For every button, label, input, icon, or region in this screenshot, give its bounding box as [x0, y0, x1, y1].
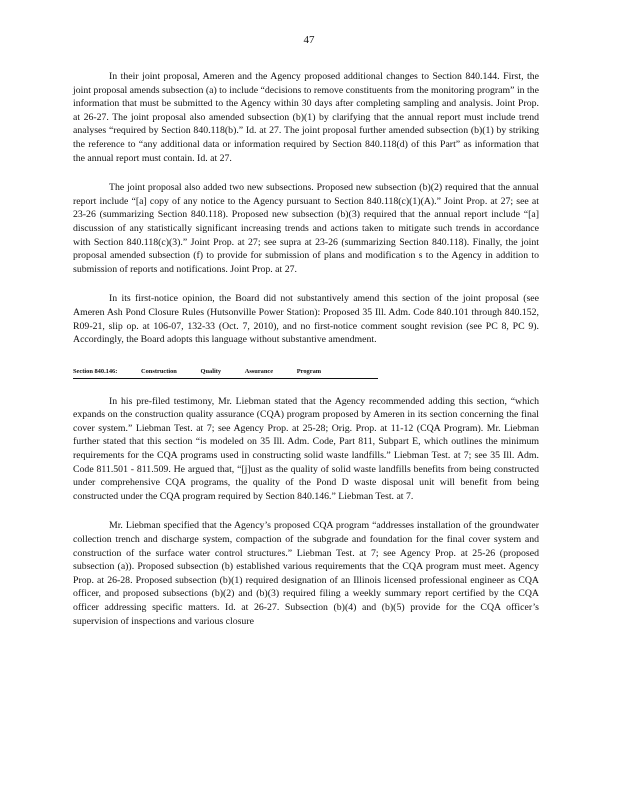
- section-number: Section 840.146:: [73, 367, 118, 375]
- paragraph: In its first-notice opinion, the Board did not substantively amend this section of the joint proposal (see Ameren Ash Pond Closure Rules (Hutsonville Power Station): Proposed 35 Ill. Adm. Code 840.101 through 840.152, R09-21, slip op. at 106-07, 132-33 (Oct. 7, 2010), and no first-notice comment sought revision (see PC 8, PC 9). Accordingly, the Board adopts this language without substantive amendment.: [73, 293, 539, 346]
- paragraph: In his pre-filed testimony, Mr. Liebman stated that the Agency recommended adding this section, “which expands on the construction quality assurance (CQA) program proposed by Ameren in its section concerning the final cover system.” Liebman Test. at 7; see Agency Prop. at 25-28; Orig. Prop. at 11-12 (CQA Program). Mr. Liebman further stated that this section “is modeled on 35 Ill. Adm. Code, Part 811, Subpart E, which outlines the minimum requirements for the CQA programs used in constructing solid waste landfills.” Liebman Test. at 7; see 35 Ill. Adm. Code 811.501 - 811.509. He argued that, “[j]ust as the quality of solid waste landfills benefits from being constructed under comprehensive CQA programs, the quality of the Pond D waste disposal unit will benefit from being constructed under the CQA program required by Section 840.146.” Liebman Test. at 7.: [73, 395, 539, 502]
- section-heading: [73, 367, 378, 379]
- section-title-word: Quality: [200, 367, 222, 375]
- page-number: 47: [303, 34, 315, 46]
- paragraph: The joint proposal also added two new subsections. Proposed new subsection (b)(2) required that the annual report include “[a] copy of any notice to the Agency pursuant to Section 840.118(c)(1)(A).” Joint Prop. at 27; see at 23-26 (summarizing Section 840.118). Proposed new subsection (b)(3) required that the annual report include “[a] discussion of any statistically significant increasing trends and actions taken to mitigate such trends in accordance with Section 840.118(c)(3).” Joint Prop. at 27; see supra at 23-26 (summarizing Section 840.118). Finally, the joint proposal amended subsection (f) to provide for submission of plans and modification s to the Agency in addition to submission of reports and notifications. Joint Prop. at 27.: [73, 182, 539, 275]
- section-title-word: Assurance: [244, 367, 274, 375]
- page-body: [73, 70, 539, 644]
- paragraph: Mr. Liebman specified that the Agency’s proposed CQA program “addresses installation of the groundwater collection trench and discharge system, compaction of the subgrade and foundation for the final cover system and construction of the surface water control structures.” Liebman Test. at 7; see Agency Prop. at 25-26 (proposed subsection (a)). Proposed subsection (b) established various requirements that the CQA program must meet. Agency Prop. at 26-28. Proposed subsection (b)(1) required designation of an Illinois licensed professional engineer as CQA officer, and proposed subsections (b)(2) and (b)(3) required filing a weekly summary report certified by the CQA officer addressing specific matters. Id. at 26-27. Subsection (b)(4) and (b)(5) provide for the CQA officer’s supervision of inspections and various closure: [73, 520, 539, 627]
- paragraph: In their joint proposal, Ameren and the Agency proposed additional changes to Section 840.144. First, the joint proposal amends subsection (a) to include “decisions to remove constituents from the monitoring program” in the information that must be submitted to the Agency within 30 days after completing sampling and analysis. Joint Prop. at 26-27. The joint proposal also amended subsection (b)(1) by clarifying that the annual report must include trend analyses “required by Section 840.118(b).” Id. at 27. The joint proposal further amended subsection (b)(1) by striking the reference to “any additional data or information required by Section 840.118(d) of this Part” as information that the annual report must contain. Id. at 27.: [73, 71, 539, 164]
- section-title-word: Program: [296, 367, 322, 375]
- section-title-word: Construction: [141, 367, 177, 375]
